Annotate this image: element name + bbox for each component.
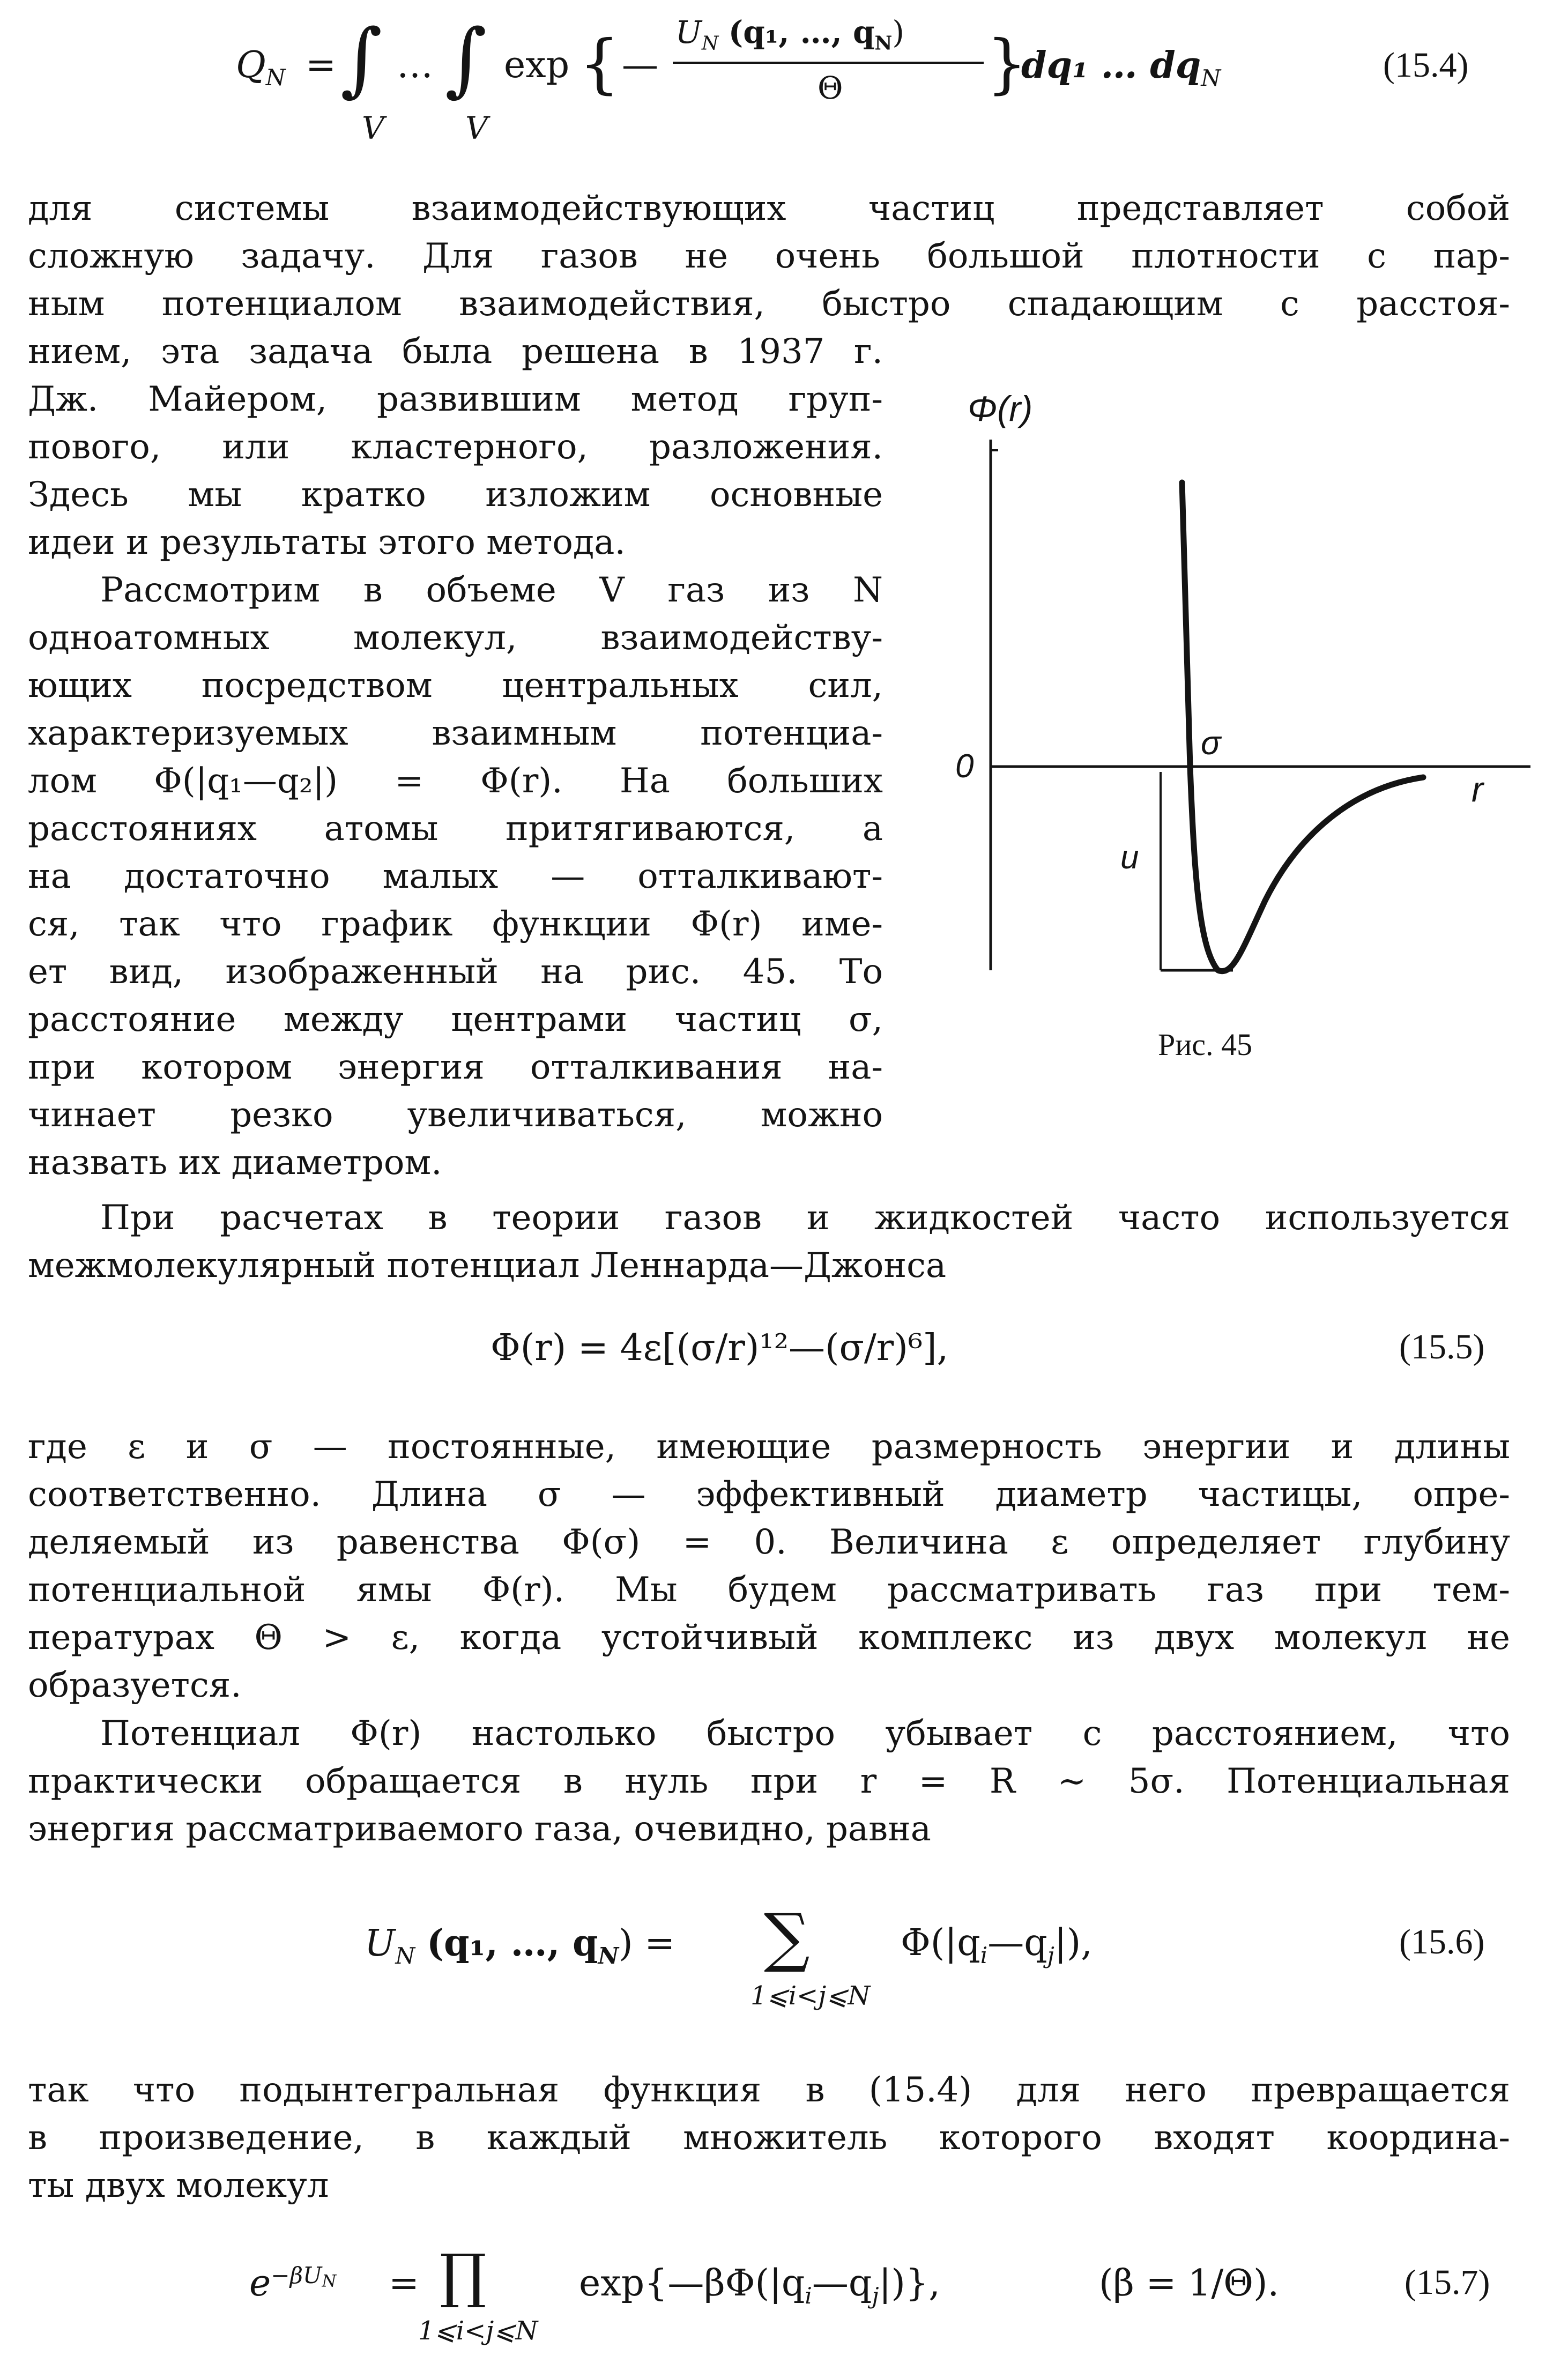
product-limits: 1⩽i<j⩽N <box>418 2316 538 2346</box>
text-line: ющих посредством центральных сил, <box>28 666 883 705</box>
text-line: для системы взаимодействующих частиц представляет собой <box>28 189 1510 228</box>
text-line: При расчетах в теории газов и жидкостей часто используется <box>100 1198 1510 1238</box>
text-line: пового, или кластерного, разложения. <box>28 427 883 467</box>
y-axis-label: Φ(r) <box>968 389 1033 428</box>
equation-number-15-5: (15.5) <box>1399 1327 1485 1366</box>
product-sign: ∏ <box>440 2241 487 2310</box>
x-axis-label: r <box>1472 769 1483 809</box>
text-line: энергия рассматриваемого газа, очевидно, равна <box>28 1809 931 1849</box>
text-line: пературах Θ > ε, когда устойчивый комплекс из двух молекул не <box>28 1618 1510 1658</box>
eq-15-4-numerator: $U_N$ (q₁, …, $q_N$) <box>675 14 905 55</box>
right-brace: } <box>986 27 1028 101</box>
equation-15-5: Φ(r) = 4ε[(σ/r)¹²—(σ/r)⁶], <box>491 1327 949 1369</box>
text-line: Потенциал Φ(r) настолько быстро убывает с расстоянием, что <box>100 1714 1510 1753</box>
eq-15-7-beta: (β = 1/Θ). <box>1099 2262 1280 2305</box>
fraction-bar <box>673 62 984 64</box>
sum-sign: ∑ <box>764 1900 810 1975</box>
text-line: идеи и результаты этого метода. <box>28 523 626 562</box>
text-line: в произведение, в каждый множитель которого входят координа- <box>28 2118 1510 2158</box>
paragraph-3 <box>28 1194 1510 1290</box>
text-line: соответственно. Длина σ — эффективный диаметр частицы, опре- <box>28 1475 1510 1514</box>
paragraph-2 <box>28 567 883 1187</box>
text-line: Здесь мы кратко изложим основные <box>28 475 883 515</box>
text-line: нием, эта задача была решена в 1937 г. <box>28 332 883 371</box>
eq-15-4-lhs: $Q_N$ <box>236 44 286 91</box>
figure-caption: Рис. 45 <box>1158 1027 1253 1062</box>
paragraph-4 <box>28 1423 1510 1710</box>
text-line: образуется. <box>28 1666 242 1705</box>
text-line: характеризуемых взаимным потенциа- <box>28 714 883 753</box>
text-line: назвать их диаметром. <box>28 1143 442 1183</box>
equation-number-15-6: (15.6) <box>1399 1922 1485 1961</box>
eq-15-4-tail: dq₁ … $dq_N$ <box>1021 44 1221 91</box>
integral-limit-2: V <box>465 110 488 146</box>
eq-15-6-lhs: $U_N$ (q₁, …, $q_N$) = <box>365 1922 675 1969</box>
eq-15-4-dots: … <box>397 44 433 86</box>
text-line: при котором энергия отталкивания на- <box>28 1047 883 1087</box>
integral-limit-1: V <box>362 110 384 146</box>
figure-45 <box>911 365 1544 1104</box>
text-line: лом Φ(|q₁—q₂|) = Φ(r). На больших <box>28 761 883 801</box>
text-line: ся, так что график функции Φ(r) име- <box>28 904 883 944</box>
paragraph-5 <box>28 1710 1510 1853</box>
text-line: ным потенциалом взаимодействия, быстро спадающим с расстоя- <box>28 284 1510 324</box>
minus-sign: — <box>622 44 658 86</box>
left-brace: { <box>579 27 620 101</box>
integral-sign-1: ∫ <box>340 12 383 106</box>
eq-15-7-equals: = <box>389 2262 419 2305</box>
paragraph-1 <box>28 185 1510 328</box>
text-line: сложную задачу. Для газов не очень большой плотности с пар- <box>28 236 1510 276</box>
text-line: так что подынтегральная функция в (15.4) для него превращается <box>28 2070 1510 2110</box>
paragraph-6 <box>28 2067 1510 2210</box>
text-line: ты двух молекул <box>28 2166 329 2205</box>
eq-15-7-rhs: $\exp\{—\beta\Phi(|q_i—q_j|)\}$, <box>579 2262 940 2309</box>
text-line: где ε и σ — постоянные, имеющие размерность энергии и длины <box>28 1427 1510 1467</box>
integral-sign-2: ∫ <box>445 12 487 106</box>
eq-15-6-rhs: $\Phi(|q_i—q_j|)$, <box>901 1922 1093 1968</box>
text-line: чинает резко увеличиваться, можно <box>28 1095 883 1135</box>
paragraph-1-wrap <box>28 328 883 567</box>
text-line: потенциальной ямы Φ(r). Мы будем рассматривать газ при тем- <box>28 1570 1510 1610</box>
text-line: на достаточно малых — отталкивают- <box>28 857 883 896</box>
text-line: практически обращается в нуль при r = R ∼ 5σ. Потенциальная <box>28 1762 1510 1801</box>
equation-15-7 <box>249 2235 1375 2363</box>
equation-number-15-4: (15.4) <box>1383 46 1469 85</box>
eq-15-7-lhs: $e^{-\beta UN}$ <box>249 2262 337 2305</box>
eq-15-4-denominator: Θ <box>818 70 843 106</box>
text-line: деляемый из равенства Φ(σ) = 0. Величина ε определяет глубину <box>28 1522 1510 1562</box>
text-line: Дж. Майером, развившим метод груп- <box>28 380 883 419</box>
equation-number-15-7: (15.7) <box>1404 2263 1490 2302</box>
eq-15-4-equals: = <box>306 44 336 86</box>
sigma-label: σ <box>1201 725 1221 762</box>
equation-15-6 <box>365 1900 1276 2029</box>
text-line: межмолекулярный потенциал Леннарда—Джонса <box>28 1246 947 1285</box>
depth-label: u <box>1120 839 1139 876</box>
origin-label: 0 <box>955 748 974 785</box>
sum-limits: 1⩽i<j⩽N <box>750 1981 871 2011</box>
text-line: расстояние между центрами частиц σ, <box>28 1000 883 1039</box>
equation-15-4 <box>236 11 1308 172</box>
text-line: ет вид, изображенный на рис. 45. То <box>28 952 883 992</box>
eq-15-4-exp: exp <box>504 44 570 86</box>
text-line: одноатомных молекул, взаимодейству- <box>28 618 883 658</box>
text-line: Рассмотрим в объеме V газ из N <box>100 570 883 610</box>
text-line: расстояниях атомы притягиваются, а <box>28 809 883 849</box>
